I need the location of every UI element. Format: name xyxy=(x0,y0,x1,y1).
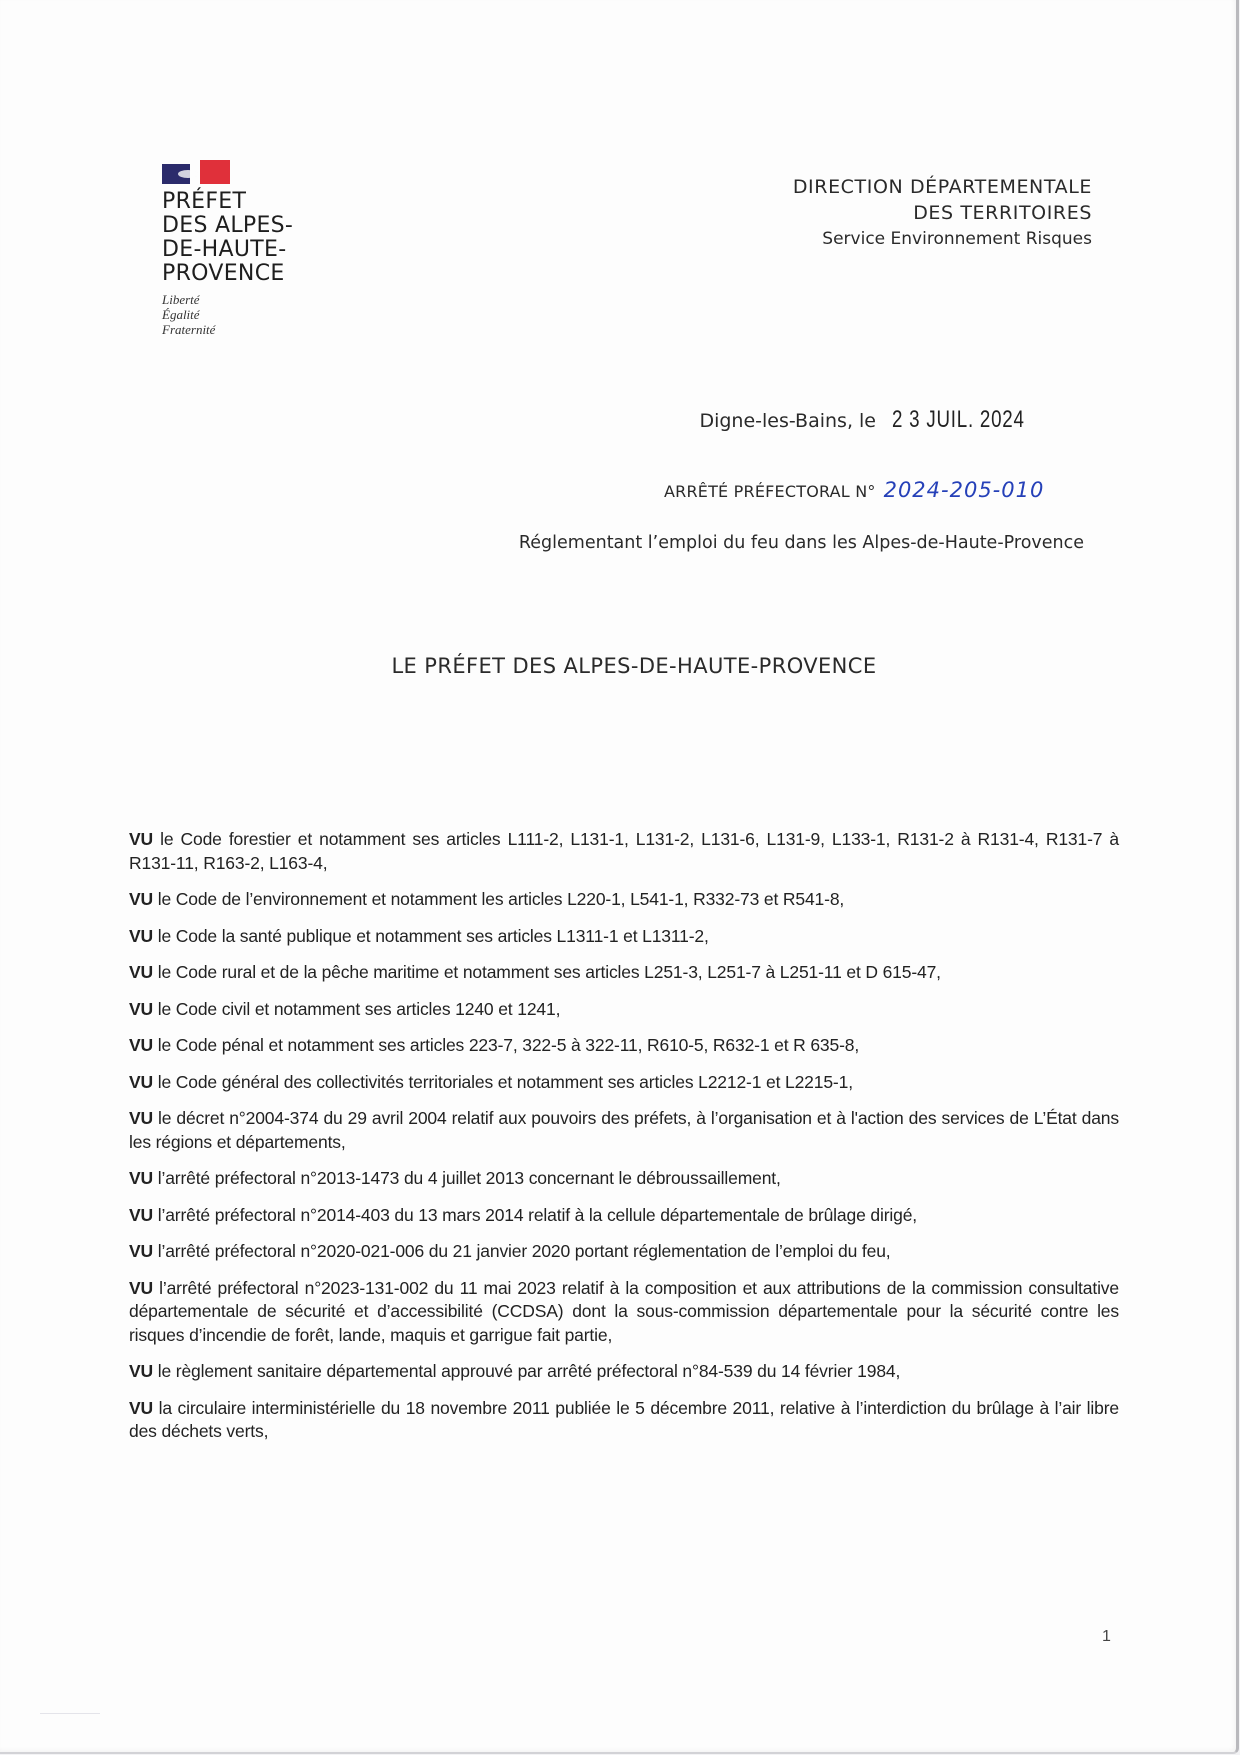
visa-text: le Code civil et notamment ses articles 1240 et 1241, xyxy=(153,998,561,1019)
arrete-subject: Réglementant l’emploi du feu dans les Alpes-de-Haute-Provence xyxy=(518,533,1084,553)
arrete-number xyxy=(664,478,1044,502)
visa-item xyxy=(129,1240,1119,1264)
visa-text: le Code rural et de la pêche maritime et notamment ses articles L251-3, L251-7 à L251-11 et D 615-47, xyxy=(153,962,941,982)
visa-prefix: VU xyxy=(129,1108,154,1128)
institution-line: PRÉFET xyxy=(162,189,247,214)
visa-item xyxy=(129,1360,1119,1384)
direction-line-2: DES TERRITOIRES xyxy=(913,202,1092,224)
marianne-flag-icon xyxy=(162,160,322,184)
motto-line: Liberté xyxy=(162,292,200,307)
visa-item xyxy=(129,888,1119,912)
direction-header xyxy=(793,174,1092,252)
visa-prefix: VU xyxy=(129,925,154,946)
visa-prefix: VU xyxy=(129,1035,154,1055)
visa-prefix: VU xyxy=(129,1241,154,1261)
direction-line-1: DIRECTION DÉPARTEMENTALE xyxy=(792,176,1092,198)
visa-item xyxy=(129,1071,1119,1095)
visa-item xyxy=(129,961,1119,985)
page-number: 1 xyxy=(1102,1628,1111,1645)
document-title: LE PRÉFET DES ALPES-DE-HAUTE-PROVENCE xyxy=(391,654,877,678)
visa-prefix: VU xyxy=(129,1071,154,1092)
visa-item xyxy=(129,1034,1119,1058)
visa-text: le Code forestier et notamment ses articles L111-2, L131-1, L131-2, L131-6, L131-9, L133-1, R131-2 à R131-4, R131-7 à R131-11, R163-2, L163-4, xyxy=(129,829,1119,873)
motto-line: Fraternité xyxy=(162,322,216,337)
place-and-date xyxy=(699,406,1062,434)
service-name: Service Environnement Risques xyxy=(822,229,1092,249)
visa-item xyxy=(129,1204,1119,1228)
place: Digne-les-Bains, le xyxy=(699,410,876,432)
visa-item xyxy=(129,1397,1119,1444)
visa-prefix: VU xyxy=(129,962,154,982)
visa-text: le règlement sanitaire départemental approuvé par arrêté préfectoral n°84-539 du 14 février 1984, xyxy=(153,1361,901,1381)
visa-text: le Code de l’environnement et notamment les articles L220-1, L541-1, R332-73 et R541-8, xyxy=(153,889,845,909)
visa-text: l’arrêté préfectoral n°2014-403 du 13 mars 2014 relatif à la cellule départementale de brûlage dirigé, xyxy=(153,1204,917,1225)
visa-prefix: VU xyxy=(129,1361,154,1381)
prefecture-logo xyxy=(162,160,322,337)
flag-red xyxy=(200,160,230,184)
date-stamp: 2 3 JUIL. 2024 xyxy=(892,406,1025,433)
visa-text: l’arrêté préfectoral n°2020-021-006 du 21 janvier 2020 portant réglementation de l’emploi du feu, xyxy=(153,1241,891,1261)
visa-text: l’arrêté préfectoral n°2023-131-002 du 11 mai 2023 relatif à la composition et aux attributions de la commission consultative départementale de sécurité et d’accessibilité (CCDSA) dont la sous-commission départementale pour la sécurité contre les risques d’incendie de forêt, lande, maquis et garrigue fait partie, xyxy=(129,1277,1119,1345)
motto-line: Égalité xyxy=(162,307,200,322)
visa-text: le décret n°2004-374 du 29 avril 2004 relatif aux pouvoirs des préfets, à l’organisation et à l'action des services de L’État dans les régions et départements, xyxy=(129,1108,1119,1152)
visa-prefix: VU xyxy=(129,889,154,909)
visa-prefix: VU xyxy=(129,1204,154,1225)
visa-prefix: VU xyxy=(129,1397,154,1418)
visa-item xyxy=(129,1107,1119,1154)
handwritten-number: 2024-205-010 xyxy=(883,478,1045,502)
institution-line: PROVENCE xyxy=(162,261,285,286)
institution-line: DES ALPES- xyxy=(162,213,294,238)
visa-text: le Code la santé publique et notamment ses articles L1311-1 et L1311-2, xyxy=(153,925,709,946)
visa-item xyxy=(129,828,1119,875)
visa-item xyxy=(129,1167,1119,1191)
flag-white xyxy=(190,164,200,184)
visa-prefix: VU xyxy=(129,998,154,1019)
visa-prefix: VU xyxy=(129,1277,154,1298)
scan-artifact-line xyxy=(40,1713,100,1714)
visa-item xyxy=(129,1277,1119,1348)
visa-prefix: VU xyxy=(129,829,154,849)
arrete-label: ARRÊTÉ PRÉFECTORAL N° xyxy=(664,482,876,501)
visa-item xyxy=(129,998,1119,1022)
visa-text: le Code général des collectivités territoriales et notamment ses articles L2212-1 et L2215-1, xyxy=(153,1071,853,1092)
visa-text: l’arrêté préfectoral n°2013-1473 du 4 juillet 2013 concernant le débroussaillement, xyxy=(153,1168,781,1188)
visa-item xyxy=(129,925,1119,949)
visa-list xyxy=(129,828,1119,1457)
institution-line: DE-HAUTE- xyxy=(162,237,287,262)
republic-motto xyxy=(162,292,322,337)
institution-name xyxy=(162,190,322,286)
visa-text: le Code pénal et notamment ses articles 223-7, 322-5 à 322-11, R610-5, R632-1 et R 635-8, xyxy=(153,1035,860,1055)
visa-text: la circulaire interministérielle du 18 novembre 2011 publiée le 5 décembre 2011, relative à l’interdiction du brûlage à l’air libre des déchets verts, xyxy=(129,1397,1119,1441)
visa-prefix: VU xyxy=(129,1168,154,1188)
